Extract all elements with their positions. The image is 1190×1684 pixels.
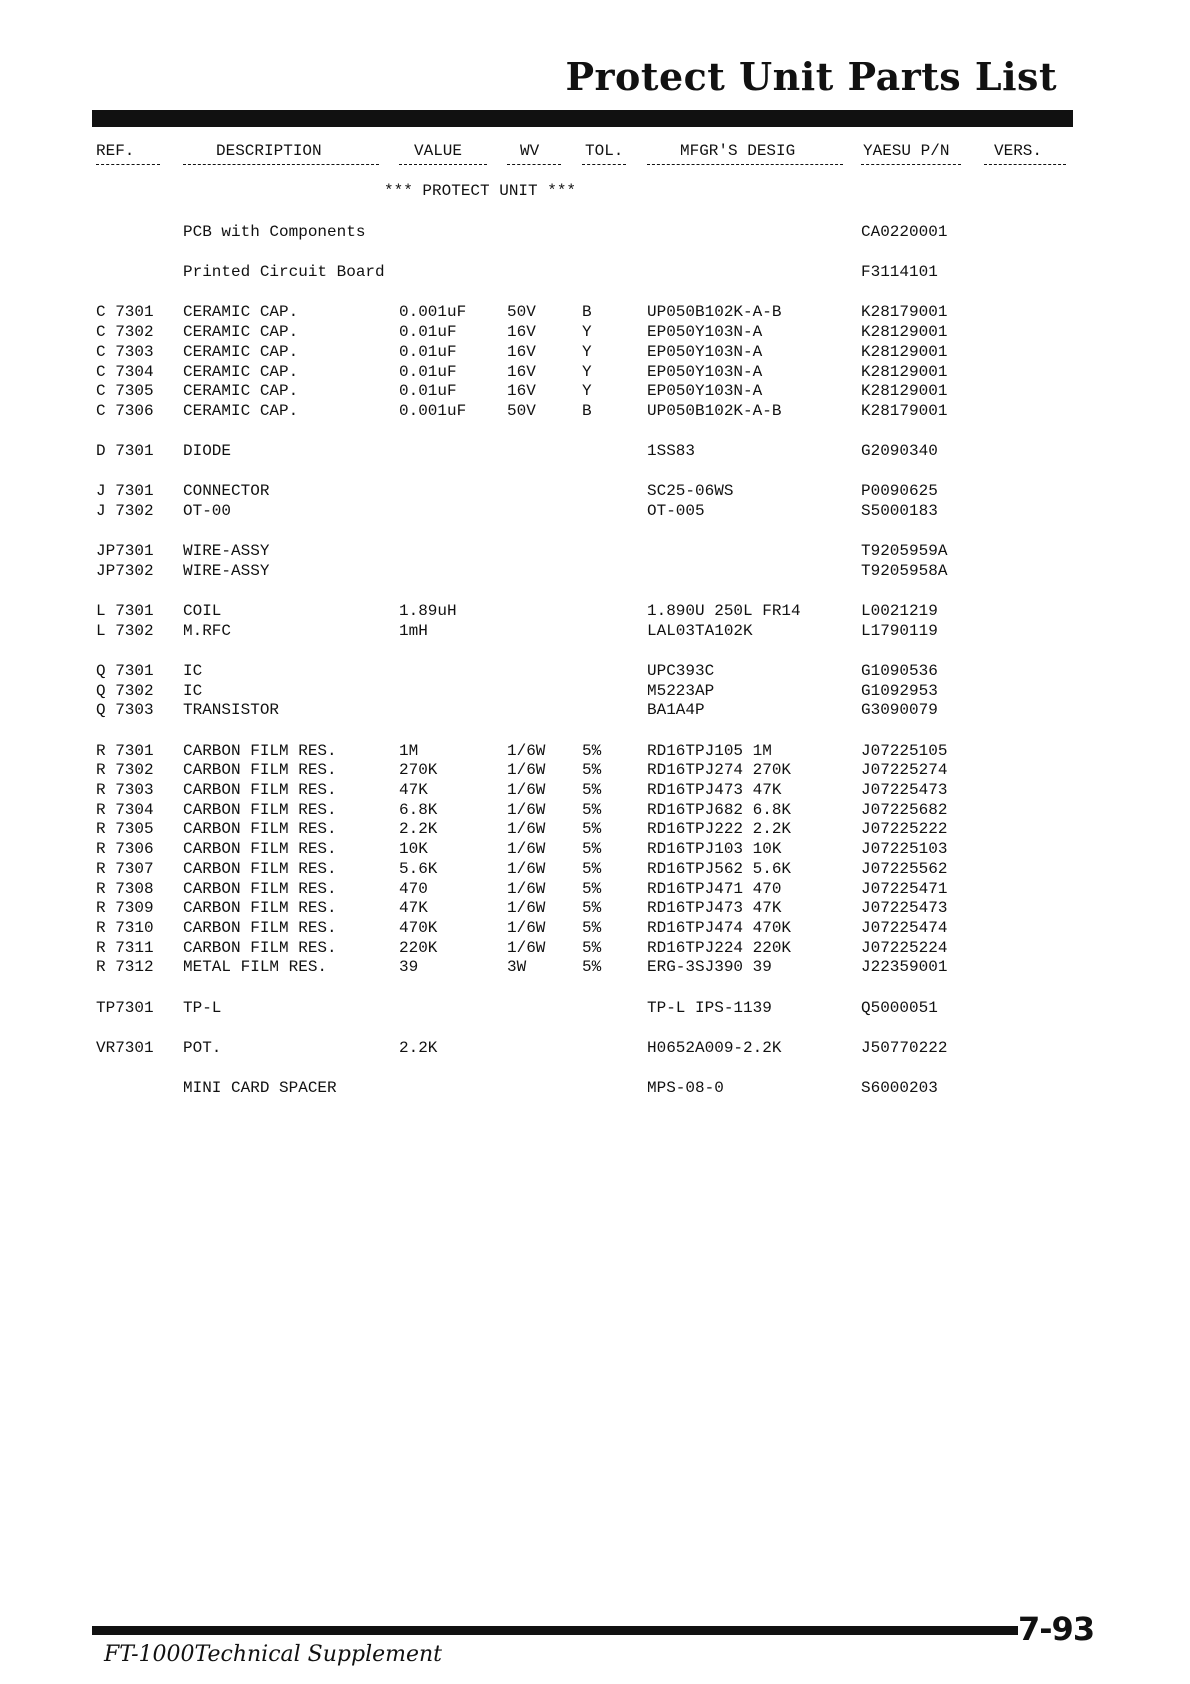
part-mfgr-desig: LAL03TA102K: [647, 621, 753, 640]
part-yaesu-pn: CA0220001: [861, 223, 948, 241]
table-row: [0, 918, 1190, 938]
part-description: CERAMIC CAP.: [183, 401, 299, 420]
part-value: 47K: [399, 899, 428, 918]
part-yaesu-pn: L0021219: [861, 602, 938, 621]
part-description: CONNECTOR: [183, 482, 270, 501]
table-row: [0, 819, 1190, 839]
part-ref: VR7301: [96, 1038, 154, 1057]
part-wv: 1/6W: [507, 879, 546, 898]
part-description: CERAMIC CAP.: [183, 362, 299, 381]
part-description: WIRE-ASSY: [183, 542, 270, 561]
part-yaesu-pn: L1790119: [861, 621, 938, 640]
part-mfgr-desig: RD16TPJ471 470: [647, 879, 782, 898]
header-ref: REF.: [96, 142, 135, 160]
part-mfgr-desig: RD16TPJ473 47K: [647, 781, 782, 799]
part-wv: 1/6W: [507, 761, 546, 780]
part-ref: TP7301: [96, 998, 154, 1017]
table-row: [0, 262, 1190, 282]
part-yaesu-pn: T9205959A: [861, 542, 948, 561]
part-value: 2.2K: [399, 820, 438, 839]
part-yaesu-pn: J07225562: [861, 859, 948, 878]
part-description: IC: [183, 662, 203, 680]
part-yaesu-pn: K28129001: [861, 382, 948, 401]
part-ref: R 7310: [96, 918, 154, 937]
part-value: 0.01uF: [399, 362, 457, 381]
part-description: WIRE-ASSY: [183, 561, 270, 580]
part-yaesu-pn: G2090340: [861, 442, 938, 461]
part-description: CARBON FILM RES.: [183, 800, 337, 819]
part-value: 1.89uH: [399, 602, 457, 621]
part-ref: R 7306: [96, 840, 154, 859]
part-value: 47K: [399, 781, 428, 799]
part-ref: R 7303: [96, 781, 154, 799]
part-mfgr-desig: MPS-08-0: [647, 1078, 724, 1097]
part-yaesu-pn: J22359001: [861, 958, 948, 977]
part-description: CERAMIC CAP.: [183, 382, 299, 401]
part-yaesu-pn: K28179001: [861, 303, 948, 322]
part-wv: 16V: [507, 323, 536, 342]
part-wv: 50V: [507, 401, 536, 420]
section-title: *** PROTECT UNIT ***: [384, 182, 577, 200]
part-description: Printed Circuit Board: [183, 263, 385, 282]
header-yaesu-pn: YAESU P/N: [863, 142, 950, 160]
part-yaesu-pn: K28129001: [861, 342, 948, 361]
part-value: 10K: [399, 840, 428, 859]
part-description: M.RFC: [183, 621, 232, 640]
part-ref: L 7302: [96, 621, 154, 640]
part-yaesu-pn: J50770222: [861, 1038, 948, 1057]
part-wv: 1/6W: [507, 840, 546, 859]
header-vers: VERS.: [994, 142, 1043, 160]
part-tol: Y: [582, 362, 592, 381]
part-value: 6.8K: [399, 800, 438, 819]
table-row: [0, 1038, 1190, 1058]
part-wv: 1/6W: [507, 781, 546, 799]
part-ref: JP7302: [96, 561, 154, 580]
part-wv: 3W: [507, 958, 527, 977]
part-wv: 1/6W: [507, 741, 546, 760]
part-mfgr-desig: EP050Y103N-A: [647, 323, 763, 342]
part-ref: C 7306: [96, 401, 154, 420]
table-row: [0, 957, 1190, 977]
part-mfgr-desig: RD16TPJ682 6.8K: [647, 800, 792, 819]
table-row: [0, 222, 1190, 242]
part-ref: JP7301: [96, 542, 154, 561]
part-yaesu-pn: K28129001: [861, 323, 948, 342]
part-description: TP-L: [183, 998, 222, 1017]
table-row: [0, 998, 1190, 1018]
part-description: COIL: [183, 602, 222, 621]
part-yaesu-pn: J07225473: [861, 899, 948, 918]
part-tol: 5%: [582, 820, 602, 839]
part-description: OT-00: [183, 502, 232, 520]
part-description: CARBON FILM RES.: [183, 938, 337, 957]
part-yaesu-pn: J07225473: [861, 781, 948, 799]
part-value: 220K: [399, 938, 438, 957]
part-tol: 5%: [582, 958, 602, 977]
part-yaesu-pn: G1092953: [861, 681, 938, 700]
part-tol: Y: [582, 342, 592, 361]
part-wv: 1/6W: [507, 820, 546, 839]
part-value: 0.001uF: [399, 401, 467, 420]
part-yaesu-pn: F3114101: [861, 263, 938, 282]
part-mfgr-desig: 1.890U 250L FR14: [647, 602, 801, 621]
part-yaesu-pn: K28129001: [861, 362, 948, 381]
part-ref: R 7302: [96, 761, 154, 780]
part-mfgr-desig: TP-L IPS-1139: [647, 998, 772, 1017]
part-ref: J 7301: [96, 482, 154, 501]
part-ref: L 7301: [96, 602, 154, 621]
part-ref: R 7305: [96, 820, 154, 839]
part-description: CARBON FILM RES.: [183, 741, 337, 760]
part-description: CARBON FILM RES.: [183, 781, 337, 799]
part-yaesu-pn: J07225274: [861, 761, 948, 780]
part-description: CARBON FILM RES.: [183, 859, 337, 878]
part-mfgr-desig: EP050Y103N-A: [647, 382, 763, 401]
part-mfgr-desig: SC25-06WS: [647, 482, 734, 501]
part-mfgr-desig: BA1A4P: [647, 701, 705, 720]
part-ref: Q 7303: [96, 701, 154, 720]
header-tol: TOL.: [585, 142, 624, 160]
part-tol: Y: [582, 323, 592, 342]
part-description: CERAMIC CAP.: [183, 323, 299, 342]
table-row: [0, 879, 1190, 899]
part-value: 39: [399, 958, 419, 977]
part-mfgr-desig: RD16TPJ474 470K: [647, 918, 792, 937]
part-description: CARBON FILM RES.: [183, 879, 337, 898]
table-row: [0, 681, 1190, 701]
part-value: 2.2K: [399, 1038, 438, 1057]
part-yaesu-pn: J07225224: [861, 938, 948, 957]
part-yaesu-pn: Q5000051: [861, 998, 938, 1017]
part-tol: B: [582, 303, 592, 322]
part-description: PCB with Components: [183, 223, 366, 241]
part-mfgr-desig: RD16TPJ103 10K: [647, 840, 782, 859]
part-yaesu-pn: J07225471: [861, 879, 948, 898]
part-ref: Q 7302: [96, 681, 154, 700]
part-mfgr-desig: UPC393C: [647, 662, 715, 680]
part-ref: R 7308: [96, 879, 154, 898]
table-row: [0, 561, 1190, 581]
part-yaesu-pn: J07225222: [861, 820, 948, 839]
table-row: [0, 661, 1190, 681]
part-ref: C 7304: [96, 362, 154, 381]
table-row: [0, 541, 1190, 561]
part-mfgr-desig: 1SS83: [647, 442, 696, 461]
part-mfgr-desig: RD16TPJ562 5.6K: [647, 859, 792, 878]
table-row: [0, 481, 1190, 501]
part-mfgr-desig: RD16TPJ274 270K: [647, 761, 792, 780]
part-yaesu-pn: S5000183: [861, 502, 938, 520]
part-wv: 1/6W: [507, 899, 546, 918]
part-wv: 1/6W: [507, 800, 546, 819]
part-value: 470K: [399, 918, 438, 937]
part-description: METAL FILM RES.: [183, 958, 328, 977]
table-row: [0, 700, 1190, 720]
table-row: [0, 741, 1190, 761]
part-description: CERAMIC CAP.: [183, 303, 299, 322]
table-row: [0, 362, 1190, 382]
part-wv: 1/6W: [507, 859, 546, 878]
part-value: 1M: [399, 741, 419, 760]
part-value: 270K: [399, 761, 438, 780]
footer-rule: [92, 1626, 1018, 1635]
table-row: [0, 780, 1190, 800]
part-yaesu-pn: G1090536: [861, 662, 938, 680]
table-row: [0, 1078, 1190, 1098]
part-tol: 5%: [582, 859, 602, 878]
part-value: 5.6K: [399, 859, 438, 878]
table-row: [0, 342, 1190, 362]
part-mfgr-desig: EP050Y103N-A: [647, 342, 763, 361]
footer-title: FT-1000Technical Supplement: [104, 1642, 443, 1667]
table-row: [0, 760, 1190, 780]
part-ref: R 7301: [96, 741, 154, 760]
part-mfgr-desig: M5223AP: [647, 681, 715, 700]
part-yaesu-pn: J07225103: [861, 840, 948, 859]
part-ref: Q 7301: [96, 662, 154, 680]
part-ref: C 7303: [96, 342, 154, 361]
table-row: [0, 621, 1190, 641]
part-yaesu-pn: J07225474: [861, 918, 948, 937]
part-tol: 5%: [582, 918, 602, 937]
part-description: CARBON FILM RES.: [183, 761, 337, 780]
part-description: POT.: [183, 1038, 222, 1057]
part-yaesu-pn: P0090625: [861, 482, 938, 501]
part-tol: Y: [582, 382, 592, 401]
part-mfgr-desig: RD16TPJ224 220K: [647, 938, 792, 957]
part-description: CARBON FILM RES.: [183, 840, 337, 859]
header-mfgr: MFGR'S DESIG: [680, 142, 796, 160]
part-tol: 5%: [582, 879, 602, 898]
part-description: TRANSISTOR: [183, 701, 280, 720]
part-wv: 1/6W: [507, 918, 546, 937]
header-value: VALUE: [414, 142, 463, 160]
part-tol: 5%: [582, 781, 602, 799]
part-yaesu-pn: G3090079: [861, 701, 938, 720]
page-title: Protect Unit Parts List: [565, 54, 1057, 99]
part-value: 0.01uF: [399, 342, 457, 361]
part-mfgr-desig: ERG-3SJ390 39: [647, 958, 772, 977]
part-tol: B: [582, 401, 592, 420]
part-yaesu-pn: T9205958A: [861, 561, 948, 580]
part-tol: 5%: [582, 938, 602, 957]
part-tol: 5%: [582, 840, 602, 859]
part-wv: 50V: [507, 303, 536, 322]
table-row: [0, 381, 1190, 401]
part-description: CARBON FILM RES.: [183, 899, 337, 918]
table-row: [0, 441, 1190, 461]
page-number: 7-93: [1018, 1610, 1095, 1648]
part-mfgr-desig: UP050B102K-A-B: [647, 401, 782, 420]
part-ref: R 7309: [96, 899, 154, 918]
part-mfgr-desig: H0652A009-2.2K: [647, 1038, 782, 1057]
header-description: DESCRIPTION: [216, 142, 322, 160]
part-yaesu-pn: J07225682: [861, 800, 948, 819]
part-wv: 16V: [507, 342, 536, 361]
part-mfgr-desig: UP050B102K-A-B: [647, 303, 782, 322]
part-mfgr-desig: RD16TPJ222 2.2K: [647, 820, 792, 839]
table-row: [0, 601, 1190, 621]
table-row: [0, 800, 1190, 820]
part-description: MINI CARD SPACER: [183, 1078, 337, 1097]
part-ref: C 7305: [96, 382, 154, 401]
part-tol: 5%: [582, 899, 602, 918]
table-row: [0, 302, 1190, 322]
part-description: IC: [183, 681, 203, 700]
part-ref: R 7307: [96, 859, 154, 878]
part-mfgr-desig: RD16TPJ473 47K: [647, 899, 782, 918]
part-value: 1mH: [399, 621, 428, 640]
part-ref: C 7302: [96, 323, 154, 342]
part-ref: R 7312: [96, 958, 154, 977]
part-description: CARBON FILM RES.: [183, 918, 337, 937]
part-ref: C 7301: [96, 303, 154, 322]
table-row: [0, 401, 1190, 421]
part-tol: 5%: [582, 741, 602, 760]
part-description: CERAMIC CAP.: [183, 342, 299, 361]
part-tol: 5%: [582, 800, 602, 819]
header-wv: WV: [520, 142, 540, 160]
part-description: CARBON FILM RES.: [183, 820, 337, 839]
part-value: 0.001uF: [399, 303, 467, 322]
part-value: 0.01uF: [399, 323, 457, 342]
part-value: 470: [399, 879, 428, 898]
part-description: DIODE: [183, 442, 232, 461]
part-ref: D 7301: [96, 442, 154, 461]
part-wv: 1/6W: [507, 938, 546, 957]
table-row: [0, 322, 1190, 342]
table-row: [0, 501, 1190, 521]
part-ref: R 7304: [96, 800, 154, 819]
part-ref: J 7302: [96, 502, 154, 520]
table-row: [0, 839, 1190, 859]
part-mfgr-desig: RD16TPJ105 1M: [647, 741, 772, 760]
part-yaesu-pn: S6000203: [861, 1078, 938, 1097]
part-yaesu-pn: K28179001: [861, 401, 948, 420]
part-tol: 5%: [582, 761, 602, 780]
part-mfgr-desig: OT-005: [647, 502, 705, 520]
part-mfgr-desig: EP050Y103N-A: [647, 362, 763, 381]
table-row: [0, 938, 1190, 958]
part-value: 0.01uF: [399, 382, 457, 401]
part-wv: 16V: [507, 362, 536, 381]
part-wv: 16V: [507, 382, 536, 401]
part-ref: R 7311: [96, 938, 154, 957]
table-row: [0, 898, 1190, 918]
part-yaesu-pn: J07225105: [861, 741, 948, 760]
table-row: [0, 859, 1190, 879]
